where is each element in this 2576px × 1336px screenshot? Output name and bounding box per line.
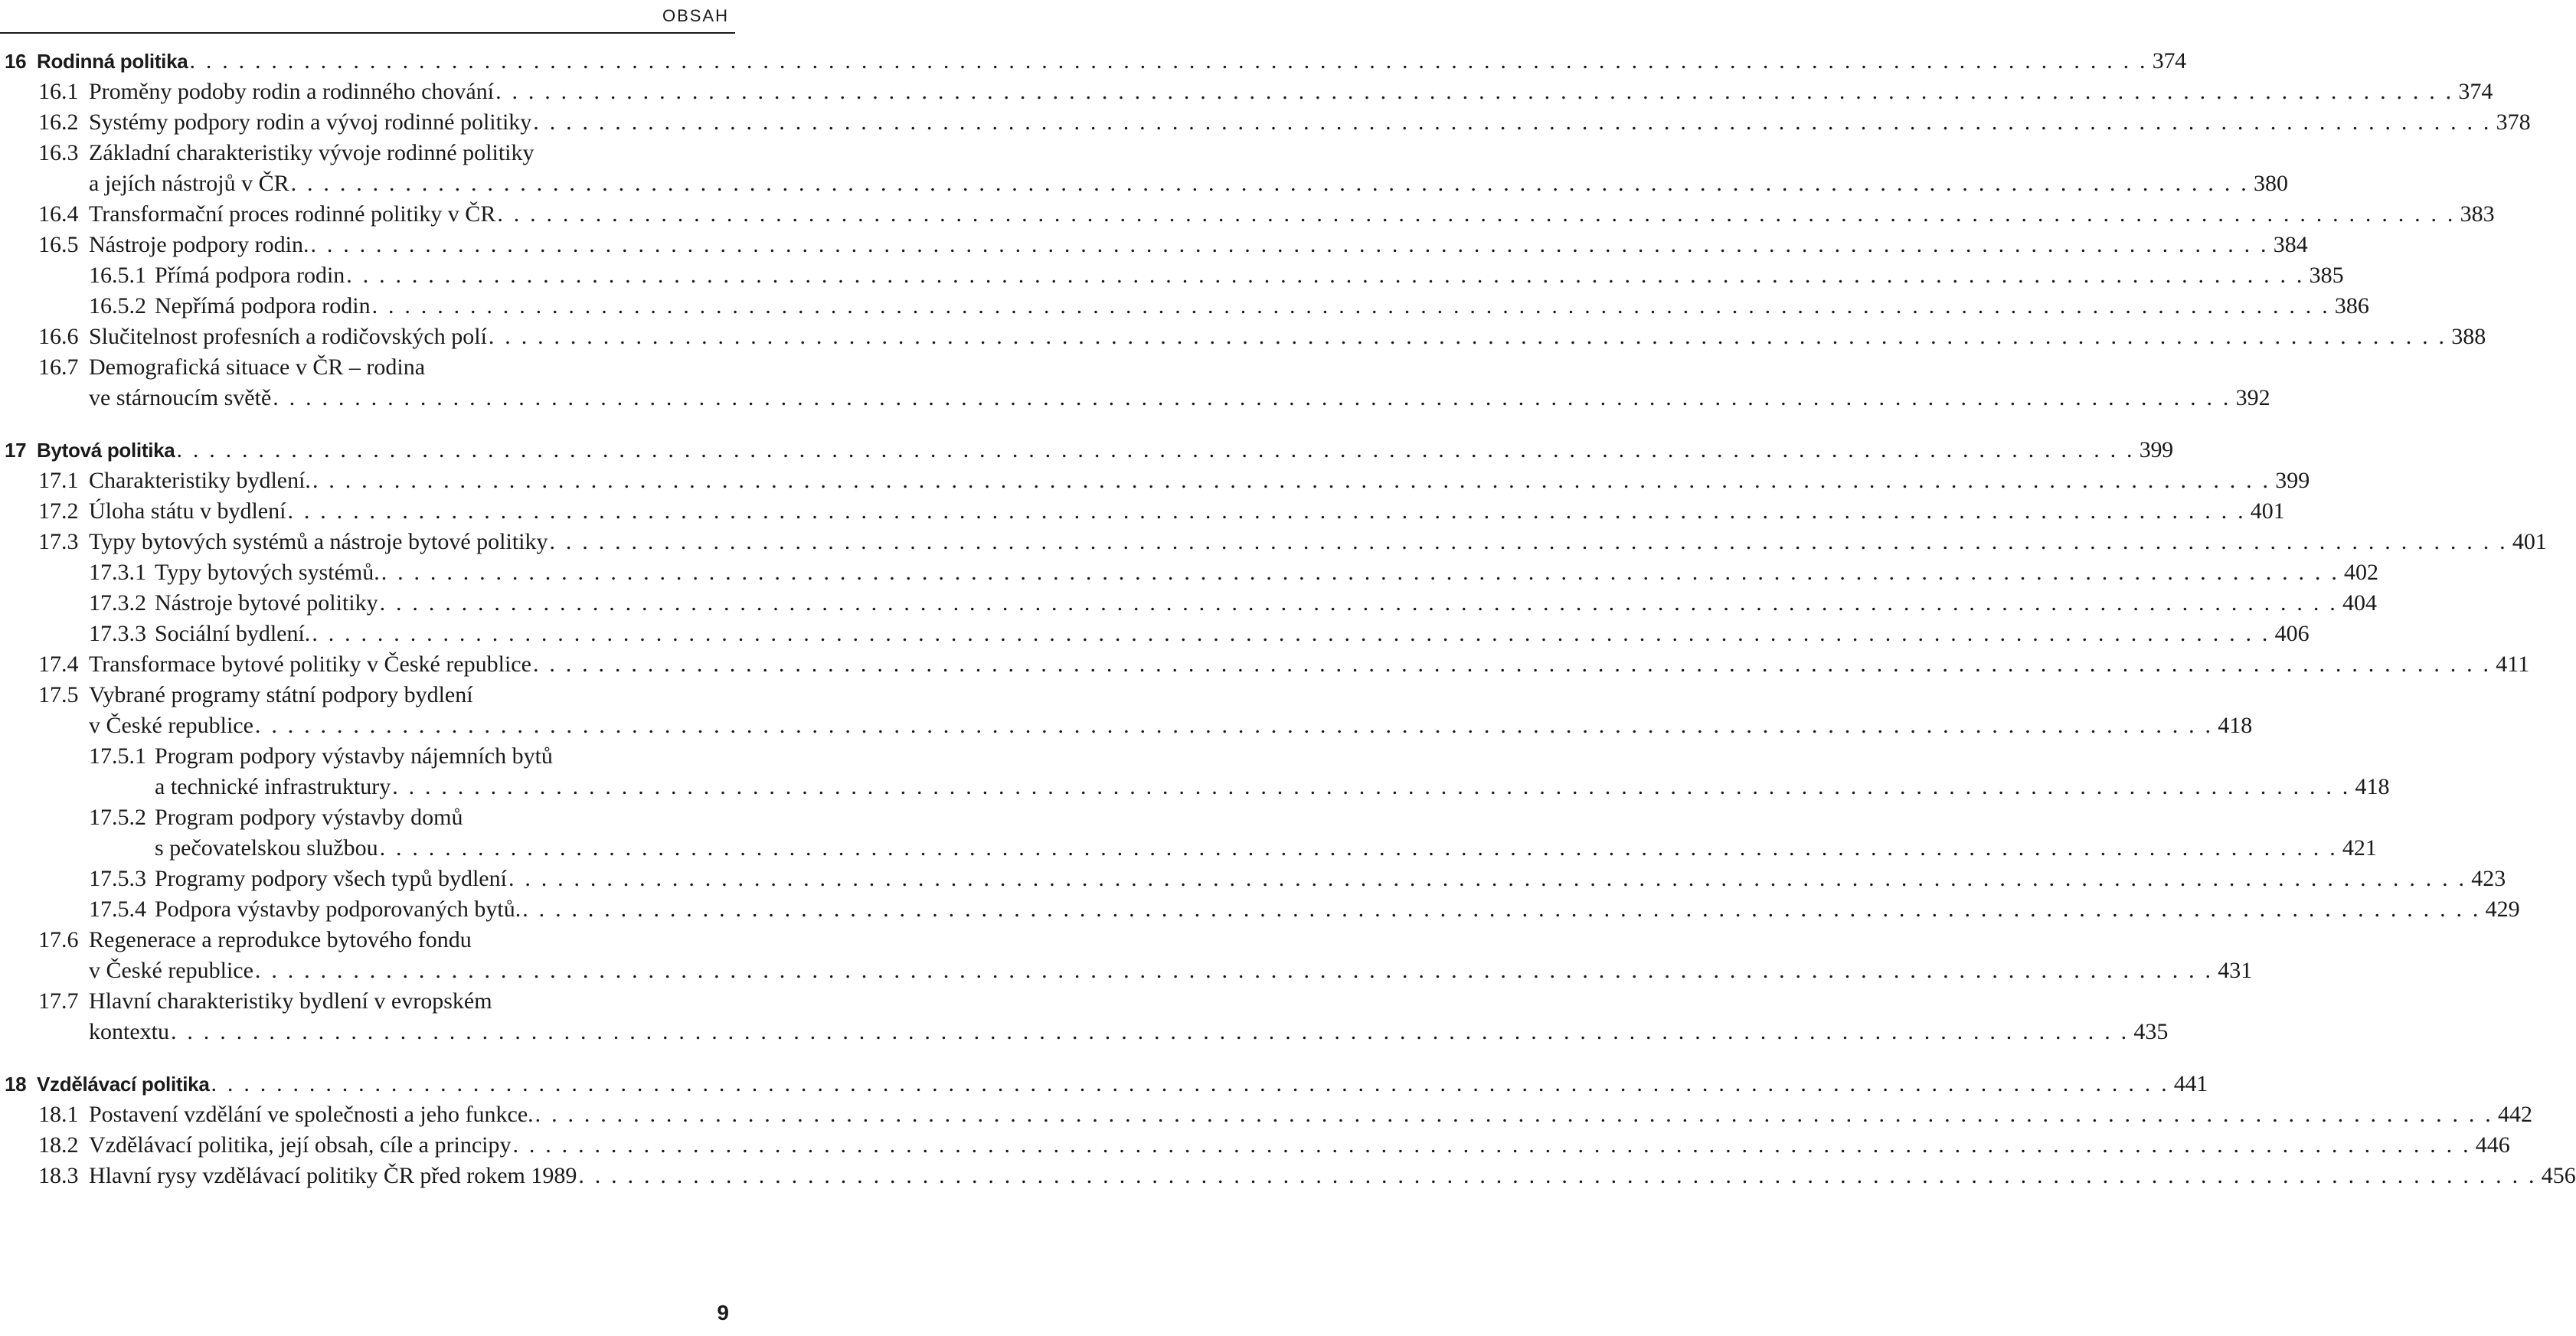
entry-title: Program podpory výstavby domů — [155, 805, 463, 830]
entry-page: 431 — [2218, 958, 2253, 983]
entry-page: 402 — [2344, 560, 2379, 585]
entry-page: 378 — [2496, 109, 2531, 135]
entry-title: Vzdělávací politika, její obsah, cíle a principy — [89, 1132, 512, 1158]
dot-leader: . . . . . . . . . . . . . . . . . . . . . . . . . . . . . . . . . . . . . . . . . . . . . . . . . . . . . . . . . . . . . . . . . . . . . . . . . . . . . . . . . . . . . . . . . . . . . . . . . . . . . . . . . . . . . . . . . . . . . . . . — [533, 109, 2492, 135]
entry-title: Bytová politika — [37, 439, 175, 462]
entry-page: 399 — [2139, 437, 2173, 462]
entry-title: Nepřímá podpora rodin — [155, 293, 371, 318]
section-entry — [5, 107, 2531, 138]
chapter-block — [5, 1069, 2576, 1191]
entry-page: 406 — [2274, 621, 2310, 646]
chapter-heading — [5, 1069, 2208, 1099]
dot-leader: . . . . . . . . . . . . . . . . . . . . . . . . . . . . . . . . . . . . . . . . . . . . . . . . . . . . . . . . . . . . . . . . . . . . . . . . . . . . . . . . . . . . . . . . . . . . . . . . . . . . . . . . . . . . . . . . . . . . . . . . — [290, 171, 2249, 196]
entry-title: ve stárnoucím světě — [89, 385, 272, 410]
header-rule — [0, 32, 735, 34]
section-entry — [5, 710, 2253, 741]
subsection-entry — [5, 588, 2377, 619]
dot-leader: . . . . . . . . . . . . . . . . . . . . . . . . . . . . . . . . . . . . . . . . . . . . . . . . . . . . . . . . . . . . . . . . . . . . . . . . . . . . . . . . . . . . . . . . . . . . . . . . . . . . . . . . . . . . . . . . . . . . . . . . — [287, 498, 2246, 524]
entry-title: kontextu — [89, 1019, 169, 1044]
chapter-block — [5, 46, 2531, 413]
entry-title: Vzdělávací politika — [37, 1073, 210, 1096]
subsection-entry — [5, 291, 2369, 322]
entry-title: Základní charakteristiky vývoje rodinné politiky — [89, 140, 534, 165]
dot-leader: . . . . . . . . . . . . . . . . . . . . . . . . . . . . . . . . . . . . . . . . . . . . . . . . . . . . . . . . . . . . . . . . . . . . . . . . . . . . . . . . . . . . . . . . . . . . . . . . . . . . . . . . . . . . . . . . . . . . . . . . — [176, 437, 2135, 462]
entry-number: 17.5 — [38, 682, 79, 707]
entry-title: Vybrané programy státní podpory bydlení — [89, 682, 473, 707]
entry-number: 16.5.2 — [89, 293, 146, 318]
subsection-entry — [5, 557, 2379, 588]
section-entry — [5, 925, 731, 955]
entry-number: 17.5.4 — [89, 897, 146, 922]
dot-leader: . . . . . . . . . . . . . . . . . . . . . . . . . . . . . . . . . . . . . . . . . . . . . . . . . . . . . . . . . . . . . . . . . . . . . . . . . . . . . . . . . . . . . . . . . . . . . . . . . . . . . . . . . . . . . . . . . . . . . . . . — [549, 529, 2508, 554]
section-entry — [5, 649, 2530, 680]
entry-page: 386 — [2334, 293, 2369, 318]
entry-page: 392 — [2235, 385, 2270, 410]
entry-number: 16.1 — [38, 79, 79, 104]
dot-leader: . . . . . . . . . . . . . . . . . . . . . . . . . . . . . . . . . . . . . . . . . . . . . . . . . . . . . . . . . . . . . . . . . . . . . . . . . . . . . . . . . . . . . . . . . . . . . . . . . . . . . . . . . . . . . . . . . . . . . . . . — [312, 621, 2270, 646]
entry-number: 17.3.3 — [89, 621, 146, 646]
entry-number: 17.5.1 — [89, 743, 146, 769]
chapter-heading — [5, 435, 2173, 465]
entry-title: Proměny podoby rodin a rodinného chování — [89, 79, 495, 104]
subsection-entry — [5, 833, 2377, 864]
entry-page: 401 — [2512, 529, 2547, 554]
entry-page: 404 — [2342, 590, 2377, 616]
dot-leader: . . . . . . . . . . . . . . . . . . . . . . . . . . . . . . . . . . . . . . . . . . . . . . . . . . . . . . . . . . . . . . . . . . . . . . . . . . . . . . . . . . . . . . . . . . . . . . . . . . . . . . . . . . . . . . . . . . . . . . . . — [578, 1163, 2537, 1188]
entry-number: 17.5.3 — [89, 866, 146, 891]
dot-leader: . . . . . . . . . . . . . . . . . . . . . . . . . . . . . . . . . . . . . . . . . . . . . . . . . . . . . . . . . . . . . . . . . . . . . . . . . . . . . . . . . . . . . . . . . . . . . . . . . . . . . . . . . . . . . . . . . . . . . . . . — [532, 652, 2492, 677]
entry-title: Hlavní rysy vzdělávací politiky ČR před rokem 1989 — [89, 1163, 577, 1188]
entry-title: Regenerace a reprodukce bytového fondu — [89, 927, 472, 952]
entry-title: Charakteristiky bydlení. — [89, 468, 311, 493]
entry-number: 16.4 — [38, 201, 79, 227]
subsection-entry — [5, 802, 731, 833]
entry-title: a technické infrastruktury — [155, 774, 391, 799]
subsection-entry — [5, 619, 2310, 649]
dot-leader: . . . . . . . . . . . . . . . . . . . . . . . . . . . . . . . . . . . . . . . . . . . . . . . . . . . . . . . . . . . . . . . . . . . . . . . . . . . . . . . . . . . . . . . . . . . . . . . . . . . . . . . . . . . . . . . . . . . . . . . . — [379, 835, 2338, 861]
section-entry — [5, 986, 731, 1017]
entry-number: 17.4 — [38, 652, 79, 677]
dot-leader: . . . . . . . . . . . . . . . . . . . . . . . . . . . . . . . . . . . . . . . . . . . . . . . . . . . . . . . . . . . . . . . . . . . . . . . . . . . . . . . . . . . . . . . . . . . . . . . . . . . . . . . . . . . . . . . . . . . . . . . . — [189, 48, 2148, 73]
entry-page: 429 — [2485, 897, 2520, 922]
entry-number: 17 — [5, 439, 27, 462]
section-entry — [5, 955, 2253, 986]
entry-number: 17.3.1 — [89, 560, 146, 585]
running-header: OBSAH — [662, 6, 729, 25]
entry-page: 435 — [2133, 1019, 2169, 1044]
dot-leader: . . . . . . . . . . . . . . . . . . . . . . . . . . . . . . . . . . . . . . . . . . . . . . . . . . . . . . . . . . . . . . . . . . . . . . . . . . . . . . . . . . . . . . . . . . . . . . . . . . . . . . . . . . . . . . . . . . . . . . . . — [508, 866, 2467, 891]
entry-number: 16.3 — [38, 140, 79, 165]
entry-page: 421 — [2342, 835, 2377, 861]
entry-number: 16.5 — [38, 232, 79, 257]
dot-leader: . . . . . . . . . . . . . . . . . . . . . . . . . . . . . . . . . . . . . . . . . . . . . . . . . . . . . . . . . . . . . . . . . . . . . . . . . . . . . . . . . . . . . . . . . . . . . . . . . . . . . . . . . . . . . . . . . . . . . . . . — [495, 79, 2454, 104]
subsection-entry — [5, 772, 2390, 802]
entry-number: 17.1 — [38, 468, 79, 493]
entry-title: Program podpory výstavby nájemních bytů — [155, 743, 553, 769]
dot-leader: . . . . . . . . . . . . . . . . . . . . . . . . . . . . . . . . . . . . . . . . . . . . . . . . . . . . . . . . . . . . . . . . . . . . . . . . . . . . . . . . . . . . . . . . . . . . . . . . . . . . . . . . . . . . . . . . . . . . . . . . — [254, 958, 2214, 983]
entry-number: 16.5.1 — [89, 263, 146, 288]
entry-page: 383 — [2460, 201, 2495, 227]
dot-leader: . . . . . . . . . . . . . . . . . . . . . . . . . . . . . . . . . . . . . . . . . . . . . . . . . . . . . . . . . . . . . . . . . . . . . . . . . . . . . . . . . . . . . . . . . . . . . . . . . . . . . . . . . . . . . . . . . . . . . . . . — [522, 897, 2481, 922]
chapter-heading — [5, 46, 2186, 77]
entry-title: Postavení vzdělání ve společnosti a jeho funkce. — [89, 1102, 534, 1127]
entry-title: Nástroje podpory rodin. — [89, 232, 309, 257]
entry-title: Typy bytových systémů. — [155, 560, 380, 585]
entry-page: 385 — [2309, 263, 2344, 288]
dot-leader: . . . . . . . . . . . . . . . . . . . . . . . . . . . . . . . . . . . . . . . . . . . . . . . . . . . . . . . . . . . . . . . . . . . . . . . . . . . . . . . . . . . . . . . . . . . . . . . . . . . . . . . . . . . . . . . . . . . . . . . . — [497, 201, 2456, 227]
entry-number: 17.6 — [38, 927, 79, 952]
entry-page: 441 — [2173, 1071, 2208, 1096]
table-of-contents — [5, 46, 2576, 1213]
entry-number: 18 — [5, 1073, 27, 1096]
dot-leader: . . . . . . . . . . . . . . . . . . . . . . . . . . . . . . . . . . . . . . . . . . . . . . . . . . . . . . . . . . . . . . . . . . . . . . . . . . . . . . . . . . . . . . . . . . . . . . . . . . . . . . . . . . . . . . . . . . . . . . . . — [254, 713, 2214, 738]
entry-title: v České republice — [89, 713, 253, 738]
section-entry — [5, 322, 2486, 352]
entry-number: 17.5.2 — [89, 805, 146, 830]
entry-number: 17.3 — [38, 529, 79, 554]
subsection-entry — [5, 864, 2506, 894]
dot-leader: . . . . . . . . . . . . . . . . . . . . . . . . . . . . . . . . . . . . . . . . . . . . . . . . . . . . . . . . . . . . . . . . . . . . . . . . . . . . . . . . . . . . . . . . . . . . . . . . . . . . . . . . . . . . . . . . . . . . . . . . — [381, 560, 2340, 585]
entry-page: 401 — [2250, 498, 2285, 524]
entry-title: Typy bytových systémů a nástroje bytové politiky — [89, 529, 548, 554]
entry-number: 18.1 — [38, 1102, 79, 1127]
entry-page: 456 — [2541, 1163, 2576, 1188]
subsection-entry — [5, 894, 2520, 925]
dot-leader: . . . . . . . . . . . . . . . . . . . . . . . . . . . . . . . . . . . . . . . . . . . . . . . . . . . . . . . . . . . . . . . . . . . . . . . . . . . . . . . . . . . . . . . . . . . . . . . . . . . . . . . . . . . . . . . . . . . . . . . . — [171, 1019, 2130, 1044]
section-entry — [5, 1099, 2532, 1130]
entry-number: 16.2 — [38, 109, 79, 135]
section-entry — [5, 496, 2285, 527]
chapter-block — [5, 435, 2547, 1047]
entry-number: 16 — [5, 50, 27, 73]
entry-page: 384 — [2273, 232, 2308, 257]
entry-page: 380 — [2253, 171, 2288, 196]
section-entry — [5, 352, 731, 383]
dot-leader: . . . . . . . . . . . . . . . . . . . . . . . . . . . . . . . . . . . . . . . . . . . . . . . . . . . . . . . . . . . . . . . . . . . . . . . . . . . . . . . . . . . . . . . . . . . . . . . . . . . . . . . . . . . . . . . . . . . . . . . . — [534, 1102, 2493, 1127]
dot-leader: . . . . . . . . . . . . . . . . . . . . . . . . . . . . . . . . . . . . . . . . . . . . . . . . . . . . . . . . . . . . . . . . . . . . . . . . . . . . . . . . . . . . . . . . . . . . . . . . . . . . . . . . . . . . . . . . . . . . . . . . — [312, 468, 2271, 493]
entry-page: 423 — [2471, 866, 2506, 891]
entry-number: 17.3.2 — [89, 590, 146, 616]
section-entry — [5, 383, 2270, 413]
entry-title: Nástroje bytové politiky — [155, 590, 378, 616]
section-entry — [5, 138, 731, 168]
section-entry — [5, 1161, 2576, 1191]
dot-leader: . . . . . . . . . . . . . . . . . . . . . . . . . . . . . . . . . . . . . . . . . . . . . . . . . . . . . . . . . . . . . . . . . . . . . . . . . . . . . . . . . . . . . . . . . . . . . . . . . . . . . . . . . . . . . . . . . . . . . . . . — [211, 1071, 2169, 1096]
entry-number: 17.2 — [38, 498, 79, 524]
section-entry — [5, 168, 2288, 199]
entry-number: 16.7 — [38, 354, 79, 380]
entry-number: 17.7 — [38, 988, 79, 1014]
entry-title: Podpora výstavby podporovaných bytů. — [155, 897, 521, 922]
section-entry — [5, 680, 731, 710]
section-entry — [5, 199, 2495, 230]
entry-page: 418 — [2218, 713, 2253, 738]
entry-title: Sociální bydlení. — [155, 621, 311, 646]
section-entry — [5, 230, 2308, 260]
entry-title: Hlavní charakteristiky bydlení v evropském — [89, 988, 492, 1014]
entry-page: 411 — [2496, 652, 2530, 677]
dot-leader: . . . . . . . . . . . . . . . . . . . . . . . . . . . . . . . . . . . . . . . . . . . . . . . . . . . . . . . . . . . . . . . . . . . . . . . . . . . . . . . . . . . . . . . . . . . . . . . . . . . . . . . . . . . . . . . . . . . . . . . . — [488, 324, 2447, 349]
dot-leader: . . . . . . . . . . . . . . . . . . . . . . . . . . . . . . . . . . . . . . . . . . . . . . . . . . . . . . . . . . . . . . . . . . . . . . . . . . . . . . . . . . . . . . . . . . . . . . . . . . . . . . . . . . . . . . . . . . . . . . . . — [371, 293, 2330, 318]
dot-leader: . . . . . . . . . . . . . . . . . . . . . . . . . . . . . . . . . . . . . . . . . . . . . . . . . . . . . . . . . . . . . . . . . . . . . . . . . . . . . . . . . . . . . . . . . . . . . . . . . . . . . . . . . . . . . . . . . . . . . . . . — [310, 232, 2269, 257]
dot-leader: . . . . . . . . . . . . . . . . . . . . . . . . . . . . . . . . . . . . . . . . . . . . . . . . . . . . . . . . . . . . . . . . . . . . . . . . . . . . . . . . . . . . . . . . . . . . . . . . . . . . . . . . . . . . . . . . . . . . . . . . — [512, 1132, 2471, 1158]
subsection-entry — [5, 260, 2344, 291]
dot-leader: . . . . . . . . . . . . . . . . . . . . . . . . . . . . . . . . . . . . . . . . . . . . . . . . . . . . . . . . . . . . . . . . . . . . . . . . . . . . . . . . . . . . . . . . . . . . . . . . . . . . . . . . . . . . . . . . . . . . . . . . — [379, 590, 2338, 616]
subsection-entry — [5, 741, 731, 772]
section-entry — [5, 77, 2493, 107]
entry-title: v České republice — [89, 958, 253, 983]
entry-number: 18.3 — [38, 1163, 79, 1188]
entry-title: Systémy podpory rodin a vývoj rodinné politiky — [89, 109, 532, 135]
entry-page: 374 — [2458, 79, 2493, 104]
entry-title: Demografická situace v ČR – rodina — [89, 354, 426, 380]
entry-title: a jejích nástrojů v ČR — [89, 171, 289, 196]
entry-title: s pečovatelskou službou — [155, 835, 378, 861]
entry-title: Transformace bytové politiky v České republice — [89, 652, 531, 677]
entry-page: 374 — [2152, 48, 2186, 73]
entry-title: Úloha státu v bydlení — [89, 498, 286, 524]
entry-page: 418 — [2355, 774, 2390, 799]
dot-leader: . . . . . . . . . . . . . . . . . . . . . . . . . . . . . . . . . . . . . . . . . . . . . . . . . . . . . . . . . . . . . . . . . . . . . . . . . . . . . . . . . . . . . . . . . . . . . . . . . . . . . . . . . . . . . . . . . . . . . . . . — [273, 385, 2231, 410]
entry-title: Slučitelnost profesních a rodičovských polí — [89, 324, 487, 349]
entry-number: 18.2 — [38, 1132, 79, 1158]
section-entry — [5, 527, 2547, 557]
entry-page: 442 — [2497, 1102, 2532, 1127]
dot-leader: . . . . . . . . . . . . . . . . . . . . . . . . . . . . . . . . . . . . . . . . . . . . . . . . . . . . . . . . . . . . . . . . . . . . . . . . . . . . . . . . . . . . . . . . . . . . . . . . . . . . . . . . . . . . . . . . . . . . . . . . — [392, 774, 2351, 799]
dot-leader: . . . . . . . . . . . . . . . . . . . . . . . . . . . . . . . . . . . . . . . . . . . . . . . . . . . . . . . . . . . . . . . . . . . . . . . . . . . . . . . . . . . . . . . . . . . . . . . . . . . . . . . . . . . . . . . . . . . . . . . . — [346, 263, 2305, 288]
entry-title: Programy podpory všech typů bydlení — [155, 866, 507, 891]
entry-page: 388 — [2451, 324, 2486, 349]
entry-title: Transformační proces rodinné politiky v ČR — [89, 201, 496, 227]
entry-title: Přímá podpora rodin — [155, 263, 345, 288]
section-entry — [5, 1017, 2169, 1047]
section-entry — [5, 465, 2310, 496]
entry-page: 446 — [2475, 1132, 2510, 1158]
section-entry — [5, 1130, 2510, 1161]
page-number: 9 — [717, 1301, 729, 1325]
entry-page: 399 — [2275, 468, 2310, 493]
entry-number: 16.6 — [38, 324, 79, 349]
entry-title: Rodinná politika — [37, 50, 188, 73]
